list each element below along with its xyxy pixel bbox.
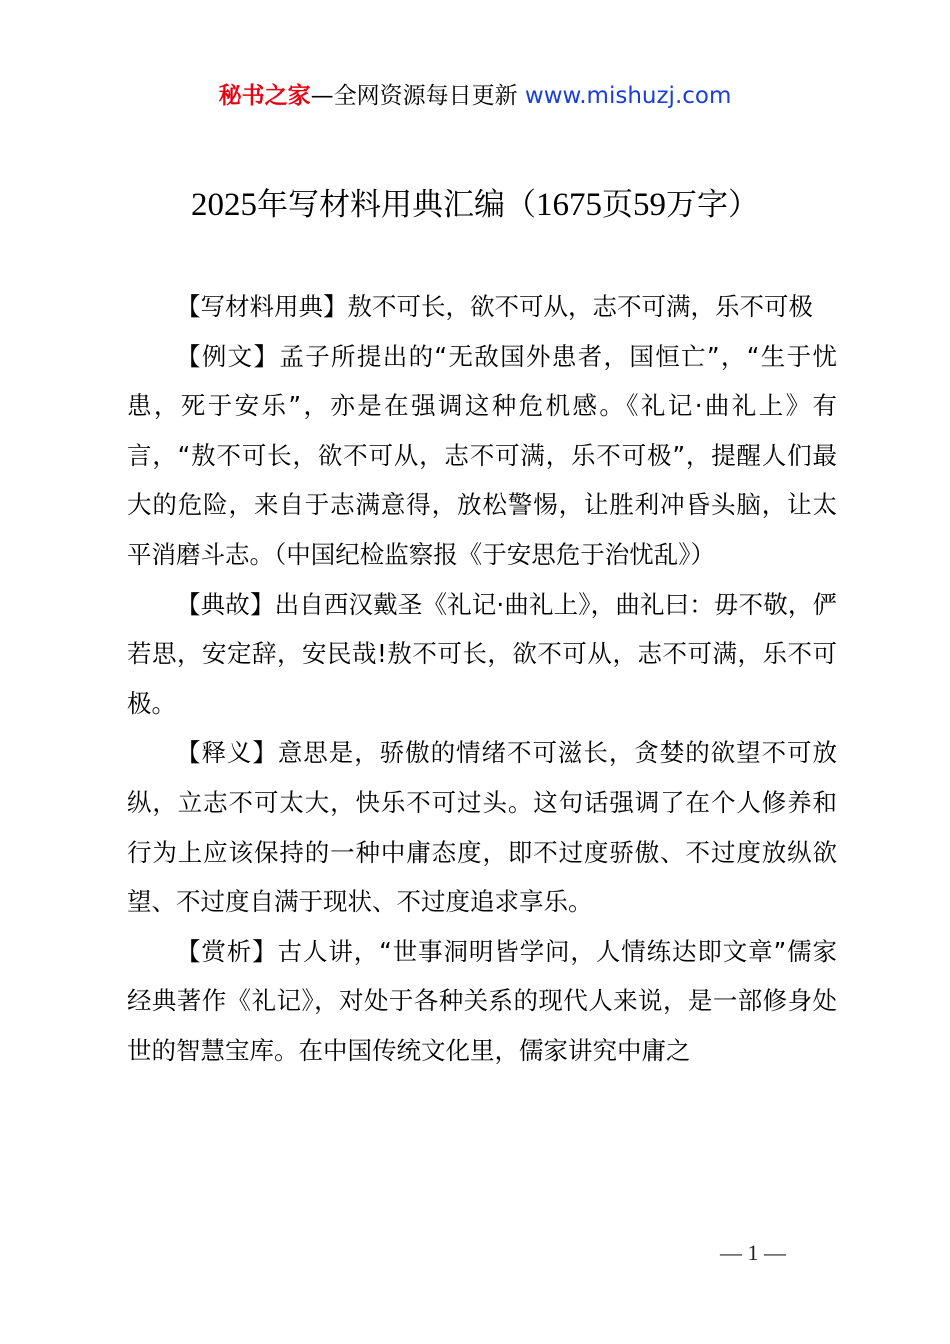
paragraph-source: 【典故】出自西汉戴圣《礼记·曲礼上》，曲礼曰：毋不敬，俨若思，安定辞，安民哉!敖不可长，欲不可从，志不可满，乐不可极。 — [127, 589, 837, 718]
title-text-a: 年写材料用典汇编（ — [257, 187, 536, 223]
page-number: — 1 — — [720, 1240, 786, 1265]
brand-name: 秘书之家 — [218, 83, 311, 109]
paragraph-meaning: 【释义】意思是，骄傲的情绪不可滋长，贪婪的欲望不可放纵，立志不可太大，快乐不可过头。这句话强调了在个人修养和行为上应该保持的一种中庸态度，即不过度骄傲、不过度放纵欲望、不过度自满于现状、不过度追求享乐。 — [127, 738, 837, 917]
title-words: 59 — [633, 187, 666, 223]
title-text-c: 万字） — [666, 187, 759, 223]
document-title — [0, 182, 950, 228]
title-pages: 1675 — [536, 187, 602, 223]
site-url-link[interactable]: www.mishuzj.com — [524, 83, 732, 109]
title-year: 2025 — [191, 187, 257, 223]
paragraph-heading-quote: 【写材料用典】敖不可长，欲不可从，志不可满，乐不可极 — [176, 292, 813, 321]
header-tagline: —全网资源每日更新 — [310, 83, 525, 109]
paragraph-appreciation: 【赏析】古人讲，“世事洞明皆学问，人情练达即文章”儒家经典著作《礼记》，对处于各种关系的现代人来说，是一部修身处世的智慧宝库。在中国传统文化里，儒家讲究中庸之 — [127, 936, 837, 1065]
title-text-b: 页 — [602, 187, 633, 223]
document-body — [127, 282, 837, 1076]
paragraph-example: 【例文】孟子所提出的“无敌国外患者，国恒亡”，“生于忧患，死于安乐”，亦是在强调这种危机感。《礼记·曲礼上》有言，“敖不可长，欲不可从，志不可满，乐不可极”，提醒人们最大的危险，来自于志满意得，放松警惕，让胜利冲昏头脑，让太平消磨斗志。（中国纪检监察报《于安思危于治忧乱》） — [127, 341, 837, 569]
site-header — [0, 80, 950, 112]
